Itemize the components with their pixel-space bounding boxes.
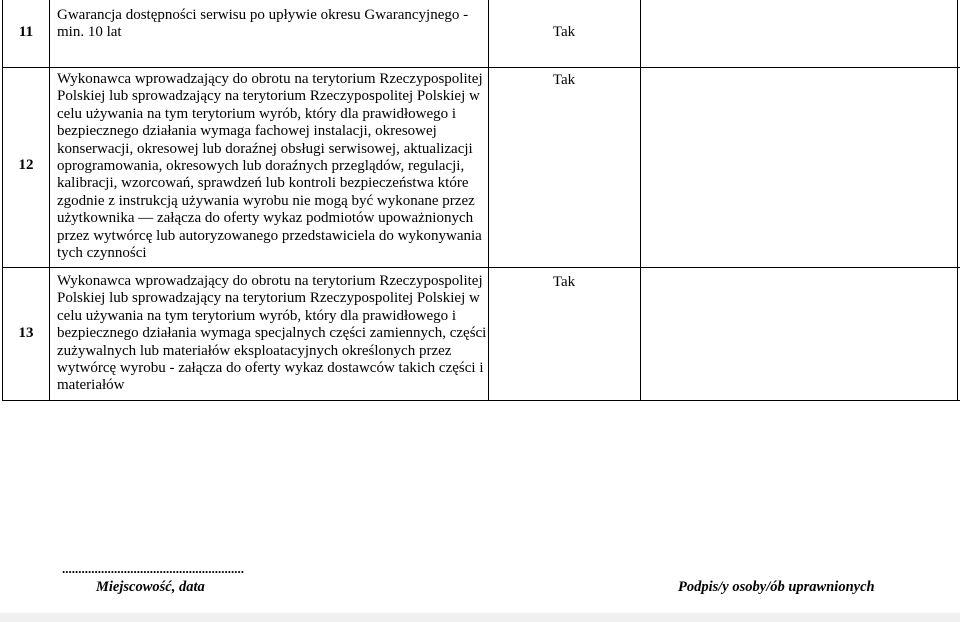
row-answer: Tak — [552, 24, 576, 40]
row-answer: Tak — [552, 274, 576, 290]
row-description: Wykonawca wprowadzający do obrotu na terytorium Rzeczypospolitej Polskiej lub sprowadzający na terytorium Rzeczypospolitej Polskiej w celu używania na tym terytorium wyrób, który dla prawidłowego i bezpiecznego działania wymaga specjalnych części zamiennych, części zużywalnych lub materiałów eksploatacyjnych określonych przez wytwórcę wyrobu - załącza do oferty wykaz dostawców takich części i materiałów — [57, 273, 487, 394]
row-number: 13 — [18, 325, 34, 341]
page-bottom-strip — [0, 613, 960, 622]
row-description: Wykonawca wprowadzający do obrotu na terytorium Rzeczypospolitej Polskiej lub sprowadzający na terytorium Rzeczypospolitej Polskiej w celu używania na tym terytorium wyrób, który dla prawidłowego i bezpiecznego działania wymaga fachowej instalacji, okresowej konserwacji, okresowej lub doraźnej obsługi serwisowej, aktualizacji oprogramowania, okresowych lub doraźnych przeglądów, regulacji, kalibracji, wzorcowań, sprawdzeń lub kontroli bezpieczeństwa które zgodnie z instrukcją używania wyrobu nie mogą być wykonane przez użytkownika ― załącza do oferty wykaz podmiotów upoważnionych przez wytwórcę lub autoryzowanego przedstawiciela do wykonywania tych czynności — [57, 71, 483, 262]
table-line — [49, 0, 50, 401]
table-line — [957, 0, 958, 401]
table-line — [640, 0, 641, 401]
row-description: Gwarancja dostępności serwisu po upływie okresu Gwarancyjnego - min. 10 lat — [57, 7, 469, 41]
row-answer: Tak — [552, 72, 576, 88]
table-line — [488, 0, 489, 401]
table-line — [2, 67, 960, 68]
table-line — [2, 267, 960, 268]
signature-label: Podpis/y osoby/ób uprawnionych — [678, 579, 875, 595]
signature-dots: ........................................................ — [62, 561, 244, 576]
row-number: 12 — [18, 157, 34, 173]
place-date-label: Miejscowość, data — [96, 579, 205, 595]
table-line — [2, 400, 960, 401]
row-number: 11 — [18, 24, 34, 40]
